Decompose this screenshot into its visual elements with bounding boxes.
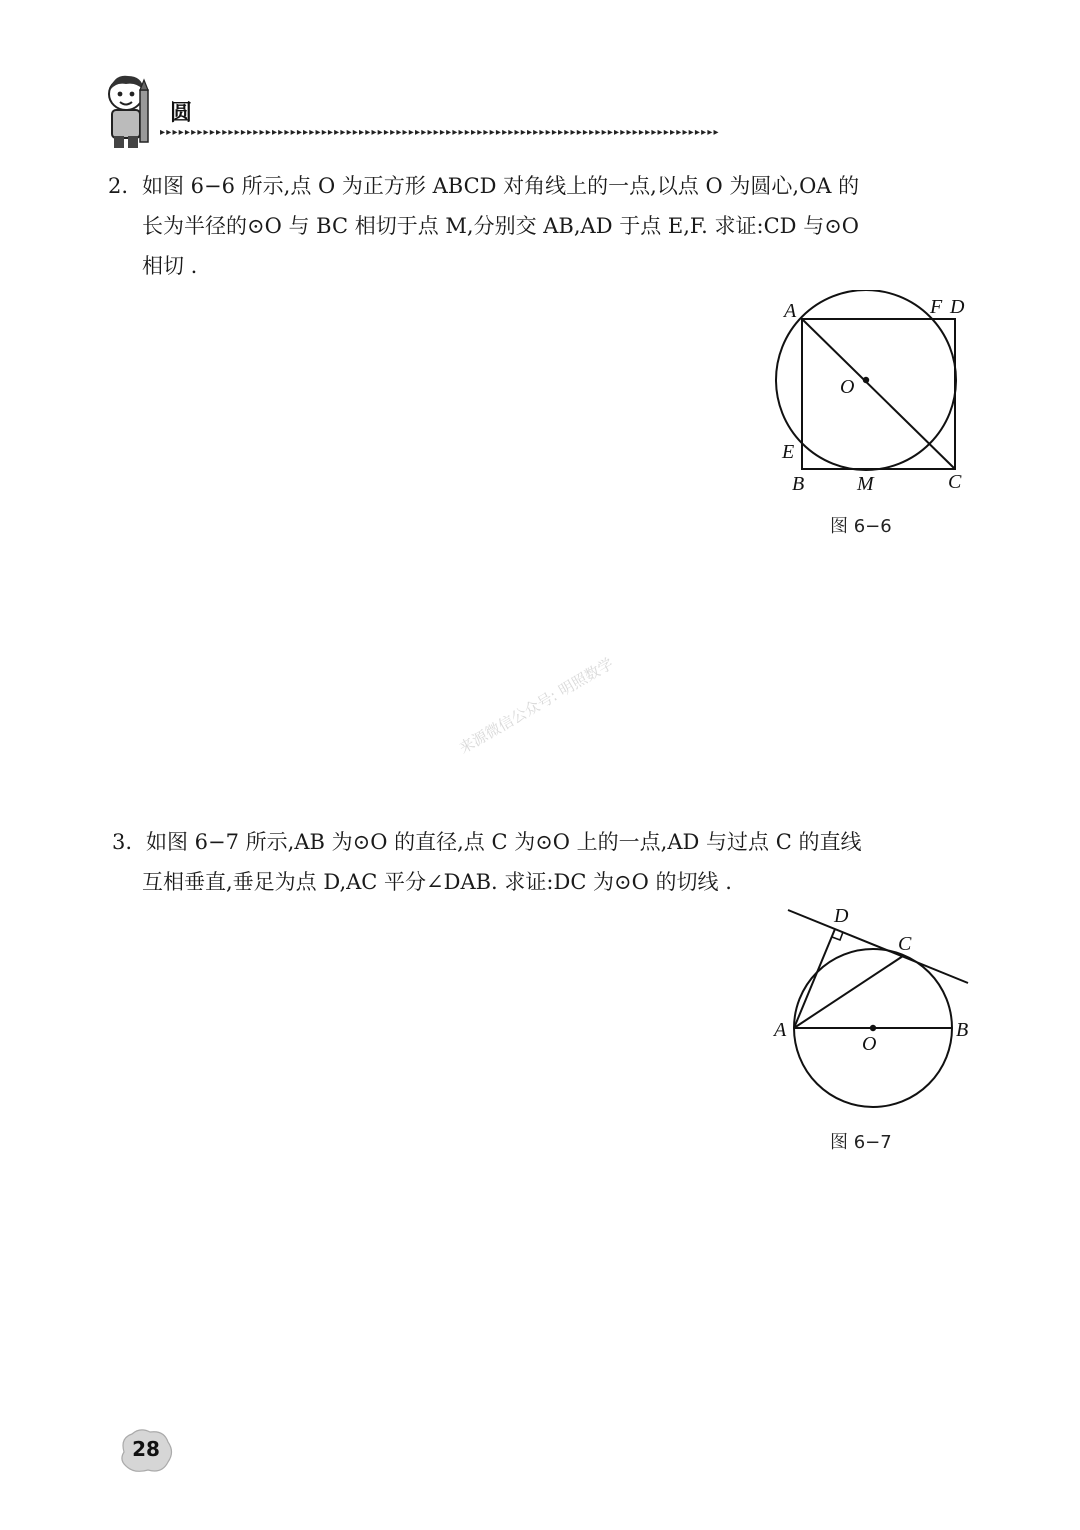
center-o-dot: [863, 377, 869, 383]
label-c: C: [898, 933, 912, 955]
label-a: A: [774, 1019, 787, 1041]
center-o-dot: [870, 1025, 876, 1031]
figure-6-7-caption: 图 6−7: [830, 1132, 892, 1153]
figure-6-6: [760, 290, 980, 500]
problem-3-line-1: 如图 6−7 所示,AB 为⊙O 的直径,点 C 为⊙O 上的一点,AD 与过点 C 的直线: [146, 830, 862, 854]
segment-ac: [794, 956, 903, 1028]
diagonal-ac: [802, 319, 955, 469]
label-d: D: [950, 296, 965, 318]
header-arrow-divider: ▸▸▸▸▸▸▸▸▸▸▸▸▸▸▸▸▸▸▸▸▸▸▸▸▸▸▸▸▸▸▸▸▸▸▸▸▸▸▸▸▸▸▸▸▸▸▸▸▸▸▸▸▸▸▸▸▸▸▸▸▸▸▸▸▸▸▸▸▸▸▸▸▸▸▸▸▸▸▸▸▸▸▸▸▸▸▸▸▸▸: [160, 127, 720, 138]
label-m: M: [857, 473, 874, 495]
problem-2-line-1: 如图 6−6 所示,点 O 为正方形 ABCD 对角线上的一点,以点 O 为圆心,OA 的: [142, 174, 860, 198]
problem-2-number: 2.: [108, 174, 129, 198]
label-b: B: [792, 473, 805, 495]
chapter-title: 圆: [170, 101, 193, 126]
label-o: O: [840, 376, 855, 398]
label-f: F: [930, 296, 943, 318]
problem-3-line-2: 互相垂直,垂足为点 D,AC 平分∠DAB. 求证:DC 为⊙O 的切线 .: [142, 870, 732, 894]
page-number: 28: [132, 1437, 160, 1461]
figure-6-6-caption: 图 6−6: [830, 516, 892, 537]
watermark: 来源微信公众号: 明照数学: [456, 654, 617, 758]
label-a: A: [784, 300, 797, 322]
problem-2-line-3: 相切 .: [142, 254, 198, 278]
segment-ad: [794, 929, 835, 1028]
cartoon-boy-mascot-icon: [100, 72, 158, 150]
problem-3-number: 3.: [112, 830, 133, 854]
label-d: D: [834, 905, 849, 927]
label-b: B: [956, 1019, 969, 1041]
label-o: O: [862, 1033, 877, 1055]
problem-2-line-2: 长为半径的⊙O 与 BC 相切于点 M,分别交 AB,AD 于点 E,F. 求证:CD 与⊙O: [142, 214, 860, 238]
figure-6-7: [760, 900, 980, 1115]
label-c: C: [948, 471, 962, 493]
label-e: E: [782, 441, 795, 463]
